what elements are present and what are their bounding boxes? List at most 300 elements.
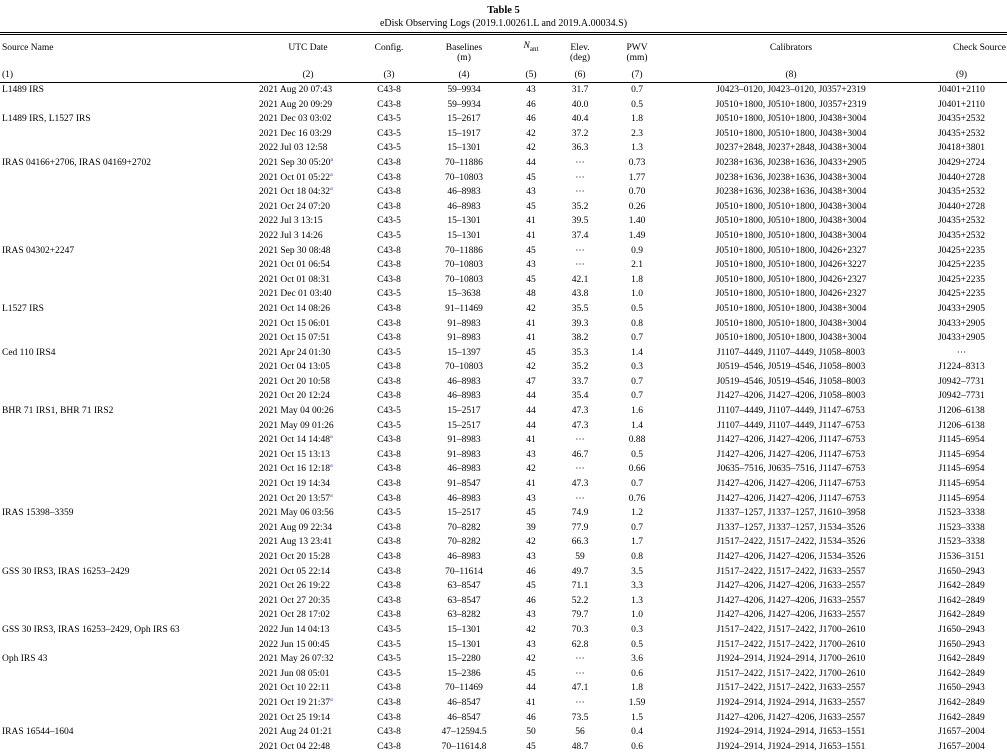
config-cell: C43-5 (377, 230, 401, 241)
pwv-cell: 0.5 (631, 99, 643, 110)
nant-cell: 41 (526, 318, 536, 329)
utc-date-cell: 2021 Aug 24 01:21 (259, 727, 333, 738)
pwv-cell: 0.7 (631, 333, 643, 344)
pwv-cell: 0.5 (631, 303, 643, 314)
footnote-marker-link[interactable]: a (329, 695, 333, 703)
table-row (0, 740, 1007, 754)
pwv-cell: 1.4 (631, 420, 643, 431)
colnum-3: (3) (360, 64, 418, 83)
check-source-cell: J0425+2235 (937, 274, 986, 285)
elev-cell: 47.3 (571, 406, 589, 417)
utc-date-cell: 2021 Dec 01 03:40 (259, 289, 332, 300)
check-source-cell: J0433+2905 (937, 333, 986, 344)
config-cell: C43-8 (377, 362, 401, 373)
pwv-cell: 0.7 (631, 479, 643, 490)
check-source-cell: J0425+2235 (937, 260, 986, 271)
baselines-cell: 46–8983 (447, 376, 481, 387)
table-caption (0, 0, 1007, 30)
source-name-cell: Ced 110 IRS4 (2, 347, 56, 358)
table-row (0, 229, 1007, 244)
config-cell: C43-5 (377, 508, 401, 519)
footnote-marker-link[interactable]: a (329, 433, 333, 441)
calibrators-cell: J1924–2914, J1924–2914, J1633–2557 (716, 697, 866, 708)
unit-nant (510, 53, 552, 64)
nant-cell: 43 (526, 449, 536, 460)
utc-date-cell: 2021 Oct 20 10:58 (259, 376, 330, 387)
source-name-cell (0, 185, 256, 200)
config-cell: C43-8 (377, 479, 401, 490)
nant-subscript: ant (529, 45, 539, 53)
col-header-utc-date: UTC Date (288, 43, 328, 53)
nant-cell: 48 (526, 289, 536, 300)
table-row (0, 404, 1007, 419)
pwv-cell: 1.2 (631, 508, 643, 519)
footnote-marker-link[interactable]: a (329, 491, 333, 499)
utc-date-cell: 2022 Jun 15 00:45 (259, 639, 330, 650)
col-header-elev: Elev. (570, 43, 590, 53)
nant-cell: 50 (526, 727, 536, 738)
elev-cell: 74.9 (571, 508, 589, 519)
baselines-cell: 15–2517 (447, 406, 481, 417)
pwv-cell: 0.7 (631, 376, 643, 387)
baselines-cell: 91–8983 (447, 318, 481, 329)
pwv-cell: 2.3 (631, 128, 643, 139)
table-row (0, 608, 1007, 623)
utc-date-cell: 2021 Oct 01 06:54 (259, 260, 330, 271)
nant-cell: 42 (526, 464, 536, 475)
source-name-cell (0, 608, 256, 623)
config-cell: C43-8 (377, 333, 401, 344)
nant-cell: 42 (526, 143, 536, 154)
calibrators-cell: J1107–4449, J1107–4449, J1147–6753 (717, 420, 865, 431)
source-name-cell (0, 550, 256, 565)
check-source-cell: J0435+2532 (937, 114, 986, 125)
utc-date-cell: 2022 Jun 14 04:13 (259, 624, 330, 635)
baselines-cell: 15–1917 (447, 128, 481, 139)
config-cell: C43-5 (377, 114, 401, 125)
utc-date-cell: 2021 Oct 01 08:31 (259, 274, 330, 285)
elev-cell: ⋯ (575, 187, 585, 198)
calibrators-cell: J1517–2422, J1517–2422, J1700–2610 (716, 624, 866, 635)
check-source-cell: J0429+2724 (937, 157, 986, 168)
calibrators-cell: J1427–4206, J1427–4206, J1534–3526 (716, 552, 866, 562)
table-row (0, 419, 1007, 434)
table-body (0, 83, 1007, 754)
calibrators-cell: J1337–1257, J1337–1257, J1610–3958 (716, 508, 866, 519)
check-source-cell: J1206–6138 (938, 420, 985, 431)
utc-date-cell: 2021 May 06 03:56 (259, 508, 334, 519)
elev-cell: 35.4 (571, 391, 589, 402)
calibrators-cell: J1924–2914, J1924–2914, J1700–2610 (716, 654, 866, 665)
calibrators-cell: J1427–4206, J1427–4206, J1147–6753 (716, 493, 866, 504)
nant-cell: 43 (526, 610, 536, 621)
calibrators-cell: J0510+1800, J0510+1800, J0357+2319 (715, 99, 867, 110)
pwv-cell: 0.88 (628, 435, 646, 446)
utc-date-cell: 2021 Oct 20 13:57$^a$ (259, 491, 333, 504)
table-row (0, 375, 1007, 390)
baselines-cell: 91–8547 (447, 479, 481, 490)
calibrators-cell: J0510+1800, J0510+1800, J0438+3004 (715, 128, 867, 139)
check-source-cell: J0401+2110 (938, 85, 985, 95)
nant-cell: 41 (526, 216, 536, 227)
baselines-cell: 15–1301 (447, 639, 481, 650)
source-name-cell (0, 214, 256, 229)
table-row (0, 667, 1007, 682)
colnum-7: (7) (608, 64, 666, 83)
elev-cell: ⋯ (575, 157, 585, 168)
table-row (0, 389, 1007, 404)
pwv-cell: 0.3 (631, 362, 643, 373)
calibrators-cell: J1427–4206, J1427–4206, J1633–2557 (716, 595, 866, 606)
pwv-cell: 1.0 (631, 610, 643, 621)
source-name-cell: GSS 30 IRS3, IRAS 16253–2429 (2, 566, 130, 577)
col-header-check-source: Check Source (952, 43, 1006, 53)
pwv-cell: 3.3 (631, 581, 643, 592)
config-cell: C43-8 (377, 303, 401, 314)
source-name-cell (0, 419, 256, 434)
elev-cell: 35.5 (571, 303, 589, 314)
table-row (0, 200, 1007, 215)
unit-source-name (0, 53, 256, 64)
table-row (0, 638, 1007, 653)
utc-date-cell: 2021 Oct 25 19:14 (259, 712, 330, 723)
config-cell: C43-8 (377, 201, 401, 212)
nant-cell: 42 (526, 362, 536, 373)
calibrators-cell: J0519–4546, J0519–4546, J1058–8003 (716, 376, 866, 387)
utc-date-cell: 2022 Jul 3 14:26 (259, 230, 323, 241)
elev-cell: 39.5 (571, 216, 589, 227)
source-name-cell (0, 638, 256, 653)
table-row (0, 623, 1007, 638)
pwv-cell: 0.9 (631, 245, 643, 256)
source-name-cell (0, 141, 256, 156)
unit-baselines: (m) (457, 53, 471, 63)
config-cell: C43-5 (377, 654, 401, 665)
check-source-cell: J0942–7731 (938, 376, 985, 387)
source-name-cell (0, 389, 256, 404)
calibrators-cell: J1427–4206, J1427–4206, J1147–6753 (716, 435, 866, 446)
utc-date-cell: 2021 Oct 24 07:20 (259, 201, 330, 212)
elev-cell: ⋯ (575, 493, 585, 504)
calibrators-cell: J1107–4449, J1107–4449, J1147–6753 (717, 406, 865, 417)
table-row (0, 462, 1007, 477)
elev-cell: 40.0 (571, 99, 589, 110)
elev-cell: ⋯ (575, 464, 585, 475)
config-cell: C43-5 (377, 406, 401, 417)
elev-cell: ⋯ (575, 668, 585, 679)
elev-cell: 39.3 (571, 318, 589, 329)
check-source-cell: J0418+3801 (937, 143, 986, 154)
config-cell: C43-8 (377, 727, 401, 738)
source-name-cell: Oph IRS 43 (2, 654, 48, 665)
baselines-cell: 46–8983 (447, 464, 481, 475)
config-cell: C43-8 (377, 552, 401, 562)
nant-cell: 44 (526, 683, 536, 694)
footnote-marker-link[interactable]: a (329, 185, 333, 192)
baselines-cell: 15–1397 (447, 347, 481, 358)
elev-cell: 35.3 (571, 347, 589, 358)
nant-cell: 43 (526, 493, 536, 504)
calibrators-cell: J0510+1800, J0510+1800, J0438+3004 (715, 230, 867, 241)
table-row (0, 711, 1007, 726)
elev-cell: 35.2 (571, 201, 589, 212)
nant-cell: 42 (526, 128, 536, 139)
calibrators-cell: J1427–4206, J1427–4206, J1633–2557 (716, 581, 866, 592)
source-name-cell (0, 229, 256, 244)
source-name-cell (0, 200, 256, 215)
pwv-cell: 1.7 (631, 537, 643, 548)
pwv-cell: 1.8 (631, 683, 643, 694)
config-cell: C43-8 (377, 697, 401, 708)
pwv-cell: 1.59 (628, 697, 646, 708)
source-name-cell (0, 171, 256, 186)
table-row (0, 244, 1007, 259)
table-row (0, 214, 1007, 229)
utc-date-cell: 2021 Dec 16 03:29 (259, 128, 332, 139)
elev-cell: 46.7 (571, 449, 589, 460)
check-source-cell: J1642–2849 (938, 668, 985, 679)
nant-cell: 45 (526, 741, 536, 752)
table-row (0, 535, 1007, 550)
config-cell: C43-5 (377, 624, 401, 635)
check-source-cell: J0401+2110 (938, 99, 985, 110)
nant-cell: 47 (526, 376, 536, 387)
table-number-title: Table 5 (487, 5, 520, 16)
utc-date-cell: 2021 Oct 20 15:28 (259, 552, 330, 562)
elev-cell: 33.7 (571, 376, 589, 387)
utc-date-cell: 2021 Oct 19 14:34 (259, 479, 330, 490)
utc-date-cell: 2021 Oct 15 06:01 (259, 318, 330, 329)
pwv-cell: 0.7 (631, 85, 643, 95)
nant-cell: 42 (526, 303, 536, 314)
utc-date-cell: 2021 Oct 18 04:32$^a$ (259, 185, 333, 198)
config-cell: C43-8 (377, 522, 401, 533)
utc-date-cell: 2021 Oct 10 22:11 (259, 683, 330, 694)
config-cell: C43-8 (377, 245, 401, 256)
utc-date-cell: 2021 Jun 08 05:01 (259, 668, 330, 679)
utc-date-cell: 2021 Aug 13 23:41 (259, 537, 333, 548)
elev-cell: ⋯ (575, 245, 585, 256)
config-cell: C43-8 (377, 274, 401, 285)
utc-date-cell: 2021 Oct 04 13:05 (259, 362, 330, 373)
col-header-baselines: Baselines (445, 43, 483, 53)
pwv-cell: 1.8 (631, 274, 643, 285)
table-row (0, 141, 1007, 156)
calibrators-cell: J1427–4206, J1427–4206, J1633–2557 (716, 610, 866, 621)
check-source-cell: J1523–3338 (938, 522, 985, 533)
calibrators-cell: J1517–2422, J1517–2422, J1700–2610 (716, 639, 866, 650)
baselines-cell: 15–2517 (447, 420, 481, 431)
unit-utc-date (256, 53, 360, 64)
baselines-cell: 70–10803 (445, 274, 483, 285)
pwv-cell: 0.8 (631, 552, 643, 562)
source-name-cell (0, 273, 256, 288)
baselines-cell: 15–2617 (447, 114, 481, 125)
baselines-cell: 59–9934 (447, 85, 481, 95)
pwv-cell: 1.0 (631, 289, 643, 300)
table-row (0, 258, 1007, 273)
nant-cell: 43 (526, 187, 536, 198)
check-source-cell: J1642–2849 (938, 610, 985, 621)
calibrators-cell: J0510+1800, J0510+1800, J0426+3227 (715, 260, 867, 271)
check-source-cell: J0433+2905 (937, 318, 986, 329)
nant-cell: 44 (526, 157, 536, 168)
elev-cell: 70.3 (571, 624, 589, 635)
utc-date-cell: 2021 Oct 26 19:22 (259, 581, 330, 592)
table-row (0, 652, 1007, 667)
source-name-cell (0, 535, 256, 550)
source-name-cell (0, 433, 256, 448)
source-name-cell (0, 579, 256, 594)
config-cell: C43-8 (377, 493, 401, 504)
baselines-cell: 46–8547 (447, 697, 481, 708)
config-cell: C43-8 (377, 172, 401, 183)
pwv-cell: 1.8 (631, 114, 643, 125)
utc-date-cell: 2021 Oct 28 17:02 (259, 610, 330, 621)
baselines-cell: 15–1301 (447, 624, 481, 635)
unit-pwv: (mm) (626, 53, 648, 63)
config-cell: C43-8 (377, 566, 401, 577)
baselines-cell: 46–8983 (447, 201, 481, 212)
footnote-marker-link[interactable]: a (330, 155, 334, 163)
nant-cell: 45 (526, 274, 536, 285)
config-cell: C43-8 (377, 712, 401, 723)
check-source-cell: J1206–6138 (938, 406, 985, 417)
source-name-cell: GSS 30 IRS3, IRAS 16253–2429, Oph IRS 63 (2, 624, 180, 635)
elev-cell: ⋯ (575, 435, 585, 446)
source-name-cell (0, 594, 256, 609)
check-source-cell: J1650–2943 (938, 624, 985, 635)
utc-date-cell: 2021 May 04 00:26 (259, 406, 334, 417)
calibrators-cell: J0510+1800, J0510+1800, J0438+3004 (715, 216, 867, 227)
check-source-cell: J1642–2849 (938, 697, 985, 708)
config-cell: C43-8 (377, 260, 401, 271)
elev-cell: 73.5 (571, 712, 589, 723)
nant-cell: 43 (526, 639, 536, 650)
check-source-cell: J0425+2235 (937, 245, 986, 256)
nant-cell: 46 (526, 712, 536, 723)
source-name-cell (0, 375, 256, 390)
colnum-8: (8) (666, 64, 916, 83)
check-source-cell: J1523–3338 (938, 508, 985, 519)
elev-cell: 37.4 (571, 230, 589, 241)
table-row (0, 594, 1007, 609)
check-source-cell: ⋯ (956, 347, 967, 358)
baselines-cell: 70–10803 (445, 172, 483, 183)
table-row (0, 83, 1007, 98)
elev-cell: 38.2 (571, 333, 589, 344)
table-row (0, 287, 1007, 302)
header-row-units (0, 53, 1007, 64)
check-source-cell: J1145–6954 (938, 479, 985, 490)
nant-cell: 42 (526, 537, 536, 548)
nant-cell: 39 (526, 522, 536, 533)
nant-cell: 43 (526, 85, 536, 95)
header-row-labels (0, 34, 1007, 54)
table-row (0, 579, 1007, 594)
check-source-cell: J0440+2728 (937, 201, 986, 212)
baselines-cell: 63–8547 (447, 581, 481, 592)
calibrators-cell: J0510+1800, J0510+1800, J0426+2327 (715, 289, 867, 300)
utc-date-cell: 2021 May 26 07:32 (259, 654, 334, 665)
baselines-cell: 70–11614 (445, 566, 483, 577)
config-cell: C43-5 (377, 639, 401, 650)
baselines-cell: 70–10803 (445, 260, 483, 271)
elev-cell: 36.3 (571, 143, 589, 154)
config-cell: C43-5 (377, 128, 401, 139)
elev-cell: 43.8 (571, 289, 589, 300)
pwv-cell: 3.5 (631, 566, 643, 577)
check-source-cell: J1642–2849 (938, 654, 985, 665)
calibrators-cell: J0238+1636, J0238+1636, J0438+3004 (715, 187, 867, 198)
elev-cell: ⋯ (575, 172, 585, 183)
nant-cell: 46 (526, 114, 536, 125)
utc-date-cell: 2021 Aug 09 22:34 (259, 522, 333, 533)
observing-log-table (0, 32, 1007, 754)
elev-cell: 52.2 (571, 595, 589, 606)
baselines-cell: 91–11469 (445, 303, 483, 314)
footnote-marker-link[interactable]: a (329, 462, 333, 470)
source-name-cell: BHR 71 IRS1, BHR 71 IRS2 (2, 406, 114, 417)
table-row (0, 273, 1007, 288)
pwv-cell: 0.4 (631, 727, 643, 738)
colnum-5: (5) (510, 64, 552, 83)
nant-cell: 41 (526, 479, 536, 490)
config-cell: C43-8 (377, 391, 401, 402)
table-row (0, 360, 1007, 375)
table-row (0, 681, 1007, 696)
pwv-cell: 2.1 (631, 260, 643, 271)
source-name-cell (0, 127, 256, 142)
footnote-marker-link[interactable]: a (329, 170, 333, 178)
baselines-cell: 46–8983 (447, 187, 481, 198)
check-source-cell: J1657–2004 (938, 741, 985, 752)
config-cell: C43-8 (377, 537, 401, 548)
config-cell: C43-5 (377, 347, 401, 358)
table-row (0, 156, 1007, 171)
source-name-cell (0, 667, 256, 682)
nant-cell: 41 (526, 697, 536, 708)
source-name-cell: L1489 IRS, L1527 IRS (2, 114, 91, 125)
utc-date-cell: 2021 May 09 01:26 (259, 420, 334, 431)
pwv-cell: 3.6 (631, 654, 643, 665)
baselines-cell: 15–1301 (447, 143, 481, 154)
config-cell: C43-8 (377, 581, 401, 592)
baselines-cell: 70–8282 (447, 522, 481, 533)
baselines-cell: 47–12594.5 (441, 727, 487, 738)
utc-date-cell: 2021 Oct 16 12:18$^a$ (259, 462, 333, 475)
unit-calibrators (666, 53, 916, 64)
elev-cell: 42.1 (571, 274, 589, 285)
nant-cell: 46 (526, 566, 536, 577)
calibrators-cell: J0237+2848, J0237+2848, J0438+3004 (715, 143, 867, 154)
table-row (0, 565, 1007, 580)
baselines-cell: 91–8983 (447, 449, 481, 460)
pwv-cell: 0.8 (631, 318, 643, 329)
col-header-config: Config. (374, 43, 404, 53)
check-source-cell: J1650–2943 (938, 639, 985, 650)
baselines-cell: 15–1301 (447, 216, 481, 227)
pwv-cell: 1.77 (628, 172, 646, 183)
utc-date-cell: 2021 Oct 20 12:24 (259, 391, 330, 402)
nant-cell: 46 (526, 595, 536, 606)
check-source-cell: J0433+2905 (937, 303, 986, 314)
utc-date-cell: 2021 Oct 14 14:48$^a$ (259, 433, 333, 446)
pwv-cell: 1.49 (628, 230, 646, 241)
check-source-cell: J0425+2235 (937, 289, 986, 300)
check-source-cell: J1145–6954 (938, 493, 985, 504)
elev-cell: ⋯ (575, 260, 585, 271)
